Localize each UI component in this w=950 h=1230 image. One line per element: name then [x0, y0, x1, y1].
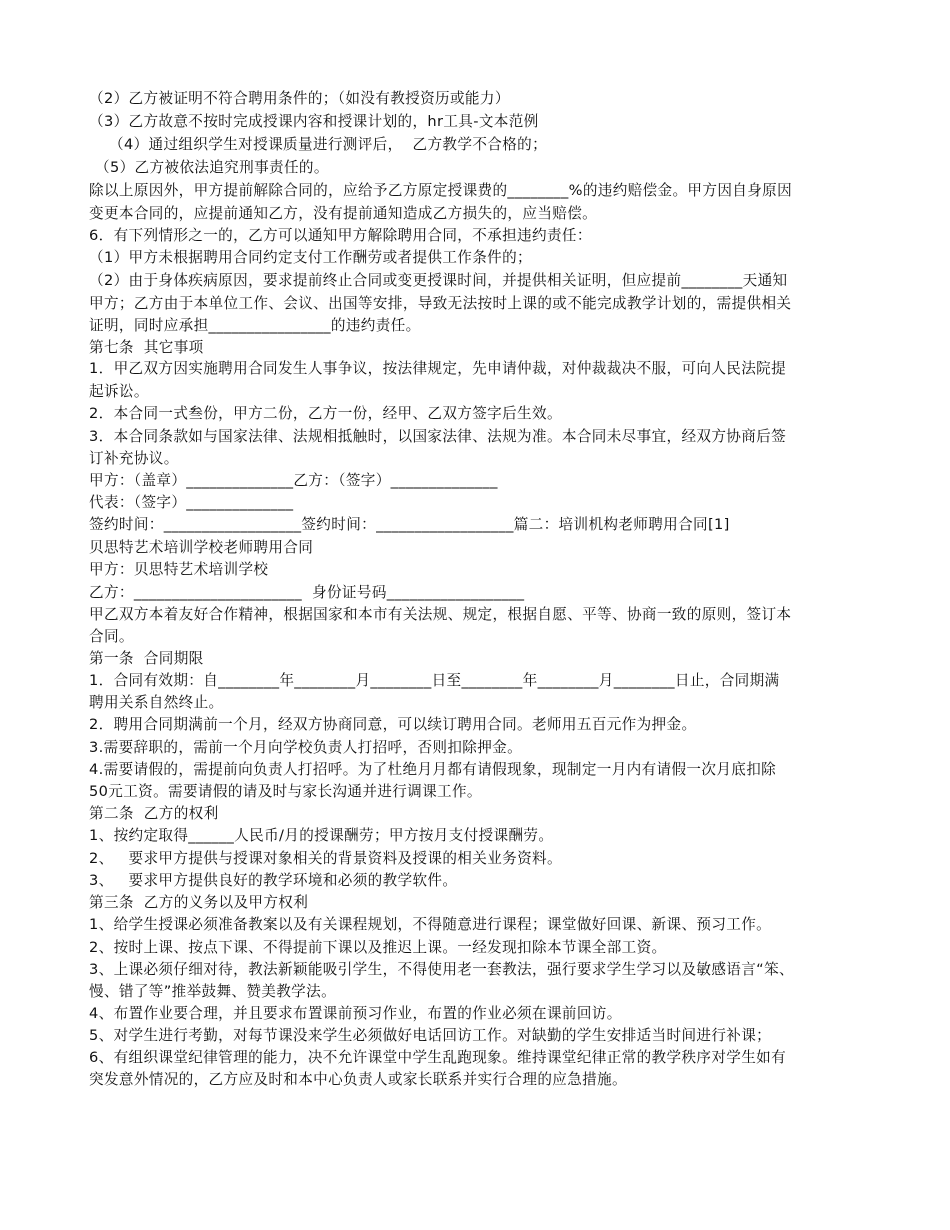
text-line: 1．合同有效期：自________年________月________日至________年________月________日止，合同期满 — [89, 672, 780, 689]
text-line: 2．聘用合同期满前一个月，经双方协商同意，可以续订聘用合同。老师用五百元作为押金。 — [89, 716, 697, 733]
text-line: （1）甲方未根据聘用合同约定支付工作酬劳或者提供工作条件的； — [89, 249, 533, 266]
party-b-line: 乙方：______________________ 身份证号码__________________ — [89, 584, 525, 601]
text-line: 5、对学生进行考勤，对每节课没来学生必须做好电话回访工作。对缺勤的学生安排适当时间进行补课； — [89, 1027, 772, 1044]
text-line: （2）由于身体疾病原因，要求提前终止合同或变更授课时间，并提供相关证明，但应提前________天通知 — [89, 272, 788, 289]
text-line: 6、有组织课堂纪律管理的能力，决不允许课堂中学生乱跑现象。维持课堂纪律正常的教学秩序对学生如有 — [89, 1049, 787, 1066]
signature-date-line: 签约时间：__________________签约时间：__________________篇二：培训机构老师聘用合同[1] — [89, 516, 730, 533]
party-a-line: 甲方：贝思特艺术培训学校 — [89, 561, 269, 578]
text-line: 2、 要求甲方提供与授课对象相关的背景资料及授课的相关业务资料。 — [89, 850, 562, 867]
text-line: 起诉讼。 — [89, 383, 149, 400]
text-line: 突发意外情况的，乙方应及时和本中心负责人或家长联系并实行合理的应急措施。 — [89, 1071, 627, 1088]
text-line: 4、布置作业要合理，并且要求布置课前预习作业，布置的作业必须在课前回访。 — [89, 1005, 622, 1022]
section-heading: 第七条 其它事项 — [89, 339, 204, 356]
text-line: 甲乙双方本着友好合作精神，根据国家和本市有关法规、规定，根据自愿、平等、协商一致的原则，签订本 — [89, 606, 792, 623]
text-line: 变更本合同的，应提前通知乙方，没有提前通知造成乙方损失的，应当赔偿。 — [89, 205, 598, 222]
text-line: （5）乙方被依法追究刑事责任的。 — [95, 159, 329, 176]
section-heading: 第二条 乙方的权利 — [89, 805, 219, 822]
text-line: 慢、错了等”推举鼓舞、赞美教学法。 — [89, 983, 337, 1000]
contract-title: 贝思特艺术培训学校老师聘用合同 — [89, 539, 314, 556]
text-line: 4.需要请假的，需提前向负责人打招呼。为了杜绝月月都有请假现象，现制定一月内有请假一次月底扣除 — [89, 761, 777, 778]
signature-line: 甲方：（盖章）______________乙方：（签字）______________ — [89, 472, 498, 489]
text-line: 除以上原因外，甲方提前解除合同的，应给予乙方原定授课费的________%的违约赔偿金。甲方因自身原因 — [89, 182, 793, 199]
text-line: （4）通过组织学生对授课质量进行测评后， 乙方教学不合格的； — [109, 136, 548, 153]
text-line: 3.需要辞职的，需前一个月向学校负责人打招呼，否则扣除押金。 — [89, 739, 523, 756]
text-line: （2）乙方被证明不符合聘用条件的；（如没有教授资历或能力） — [89, 90, 510, 107]
text-line: 3．本合同条款如与国家法律、法规相抵触时，以国家法律、法规为准。本合同未尽事宜，经双方协商后签 — [89, 428, 787, 445]
text-line: 合同。 — [89, 628, 134, 645]
signature-line: 代表：（签字）______________ — [89, 494, 294, 511]
text-line: 甲方；乙方由于本单位工作、会议、出国等安排，导致无法按时上课的或不能完成教学计划的，需提供相关 — [89, 295, 792, 312]
text-line: 50元工资。需要请假的请及时与家长沟通并进行调课工作。 — [89, 783, 482, 800]
text-line: 2．本合同一式叁份，甲方二份，乙方一份，经甲、乙双方签字后生效。 — [89, 405, 562, 422]
text-line: （3）乙方故意不按时完成授课内容和授课计划的，hr工具-文本范例 — [89, 113, 539, 130]
text-line: 6．有下列情形之一的，乙方可以通知甲方解除聘用合同，不承担违约责任： — [89, 227, 592, 244]
section-heading: 第一条 合同期限 — [89, 650, 204, 667]
section-heading: 第三条 乙方的义务以及甲方权利 — [89, 894, 309, 911]
text-line: 1．甲乙双方因实施聘用合同发生人事争议，按法律规定，先申请仲裁，对仲裁裁决不服，可向人民法院提 — [89, 360, 787, 377]
text-line: 3、上课必须仔细对待，教法新颖能吸引学生，不得使用老一套教法，强行要求学生学习以及敏感语言“笨、 — [89, 961, 794, 978]
text-line: 1、按约定取得______人民币/月的授课酬劳；甲方按月支付授课酬劳。 — [89, 827, 554, 844]
text-line: 3、 要求甲方提供良好的教学环境和必须的教学软件。 — [89, 872, 458, 889]
text-line: 证明，同时应承担________________的违约责任。 — [89, 317, 421, 334]
text-line: 订补充协议。 — [89, 450, 179, 467]
text-line: 2、按时上课、按点下课、不得提前下课以及推迟上课。一经发现扣除本节课全部工资。 — [89, 939, 667, 956]
text-line: 1、给学生授课必须准备教案以及有关课程规划，不得随意进行课程；课堂做好回课、新课、预习工作。 — [89, 916, 772, 933]
text-line: 聘用关系自然终止。 — [89, 694, 224, 711]
